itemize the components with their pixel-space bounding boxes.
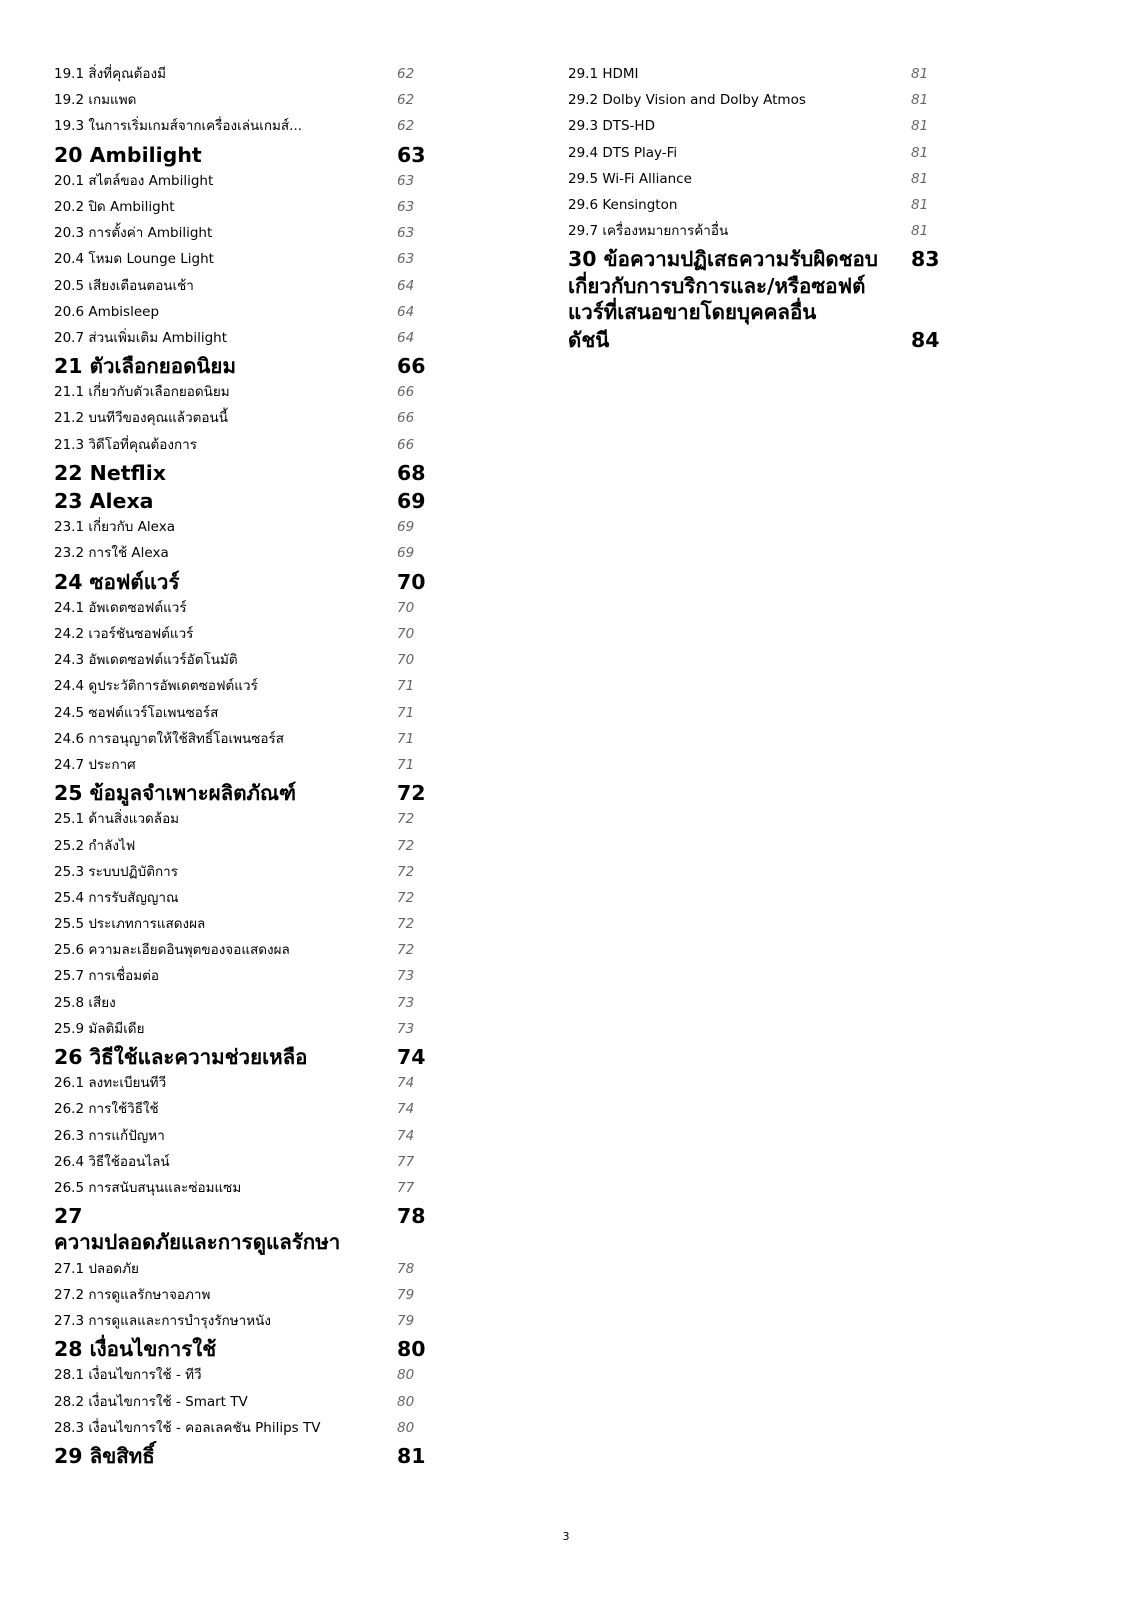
toc-entry[interactable] <box>54 1362 421 1388</box>
toc-chapter[interactable] <box>54 567 426 595</box>
toc-entry[interactable] <box>54 1149 421 1175</box>
toc-page-number: 69 <box>397 545 415 562</box>
toc-page-number: 81 <box>911 223 929 240</box>
toc-entry[interactable] <box>54 911 421 937</box>
toc-entry[interactable] <box>54 61 421 87</box>
toc-entry-label: 20 Ambilight <box>54 142 202 167</box>
toc-page-number: 71 <box>397 678 415 695</box>
toc-entry-label: 21.1 เกี่ยวกับตัวเลือกยอดนิยม <box>54 384 230 401</box>
toc-right-column <box>568 61 940 353</box>
toc-page-number: 66 <box>397 354 426 379</box>
toc-entry-label: 27.3 การดูแลและการบำรุงรักษาหนัง <box>54 1312 271 1329</box>
toc-page-number: 74 <box>397 1127 415 1144</box>
toc-entry[interactable] <box>54 405 421 431</box>
toc-entry[interactable] <box>54 220 421 246</box>
toc-entry-label: 24.5 ซอฟต์แวร์โอเพนซอร์ส <box>54 704 219 721</box>
toc-entry[interactable] <box>54 833 421 859</box>
toc-page-number: 79 <box>397 1286 415 1303</box>
toc-chapter[interactable] <box>54 1334 426 1362</box>
toc-entry-label: 24.3 อัพเดตซอฟต์แวร์อัตโนมัติ <box>54 652 238 669</box>
toc-entry[interactable] <box>54 1123 421 1149</box>
toc-entry-label: 29 ลิขสิทธิ์ <box>54 1443 155 1468</box>
toc-entry[interactable] <box>54 1389 421 1415</box>
toc-entry[interactable] <box>54 514 421 540</box>
toc-page-number: 80 <box>397 1419 415 1436</box>
toc-page-number: 64 <box>397 329 415 346</box>
toc-entry[interactable] <box>54 752 421 778</box>
toc-entry-label: 27.2 การดูแลรักษาจอภาพ <box>54 1286 211 1303</box>
toc-page-number: 81 <box>911 144 929 161</box>
toc-entry-label: 25.3 ระบบปฏิบัติการ <box>54 863 178 880</box>
toc-entry-label: 26.3 การแก้ปัญหา <box>54 1127 165 1144</box>
toc-entry-label: 25.7 การเชื่อมต่อ <box>54 968 160 985</box>
toc-page-number: 71 <box>397 756 415 773</box>
toc-entry-label: 25.2 กำลังไฟ <box>54 837 136 854</box>
toc-page-number: 72 <box>397 916 415 933</box>
toc-entry-label: 19.2 เกมแพด <box>54 92 137 109</box>
toc-entry-label: 27 ความปลอดภัยและการดูแลรักษา <box>54 1204 341 1255</box>
toc-page-number: 69 <box>397 489 426 514</box>
toc-chapter[interactable] <box>54 1042 426 1070</box>
toc-page-number: 70 <box>397 599 415 616</box>
toc-entry-label: 28.3 เงื่อนไขการใช้ - คอลเลคชัน Philips TV <box>54 1419 321 1436</box>
toc-entry[interactable] <box>568 61 935 87</box>
toc-page-number: 72 <box>397 942 415 959</box>
toc-entry[interactable] <box>54 937 421 963</box>
toc-entry[interactable] <box>54 168 421 194</box>
toc-page-number: 74 <box>397 1101 415 1118</box>
toc-page-number: 72 <box>397 863 415 880</box>
toc-page-number: 79 <box>397 1312 415 1329</box>
toc-page-number: 83 <box>911 247 940 272</box>
toc-page-number: 74 <box>397 1045 426 1070</box>
toc-page-number: 62 <box>397 66 415 82</box>
toc-entry-label: 20.5 เสียงเตือนตอนเช้า <box>54 277 194 294</box>
toc-entry-label: 24 ซอฟต์แวร์ <box>54 569 180 594</box>
toc-page-number: 81 <box>397 1443 426 1468</box>
toc-chapter[interactable] <box>54 458 426 486</box>
toc-entry-label: 28 เงื่อนไขการใช้ <box>54 1337 217 1362</box>
toc-entry-label: 29.5 Wi-Fi Alliance <box>568 170 692 187</box>
toc-entry[interactable] <box>568 218 935 244</box>
toc-page-number: 63 <box>397 251 415 268</box>
toc-page-number: 72 <box>397 837 415 854</box>
toc-entry-label: 19.3 ในการเริ่มเกมส์จากเครื่องเล่นเกมส์... <box>54 118 303 135</box>
toc-page-number: 78 <box>397 1204 426 1229</box>
toc-entry-label: 29.6 Kensington <box>568 196 678 213</box>
toc-page-number: 71 <box>397 704 415 721</box>
toc-page-number: 66 <box>397 384 415 401</box>
toc-chapter[interactable] <box>54 778 426 806</box>
toc-chapter[interactable] <box>568 244 940 325</box>
toc-entry[interactable] <box>54 806 421 832</box>
toc-entry-label: 29.3 DTS-HD <box>568 118 655 135</box>
toc-entry[interactable] <box>54 1282 421 1308</box>
toc-page-number: 70 <box>397 569 426 594</box>
toc-entry[interactable] <box>54 194 421 220</box>
toc-entry-label: 19.1 สิ่งที่คุณต้องมี <box>54 66 167 82</box>
toc-page-number: 81 <box>911 66 929 82</box>
toc-entry-label: 26 วิธีใช้และความช่วยเหลือ <box>54 1045 308 1070</box>
toc-entry[interactable] <box>54 673 421 699</box>
toc-entry-label: 28.1 เงื่อนไขการใช้ - ทีวี <box>54 1367 202 1384</box>
toc-entry[interactable] <box>54 1256 421 1282</box>
toc-page-number: 63 <box>397 225 415 242</box>
toc-entry[interactable] <box>54 432 421 458</box>
toc-entry-label: 25.5 ประเภทการแสดงผล <box>54 916 206 933</box>
toc-entry[interactable] <box>54 325 421 351</box>
toc-page-number: 84 <box>911 327 940 352</box>
toc-entry-label: 23.2 การใช้ Alexa <box>54 545 169 562</box>
toc-entry-label: 20.3 การตั้งค่า Ambilight <box>54 225 213 242</box>
toc-chapter[interactable] <box>54 1201 426 1255</box>
toc-entry-label: 20.7 ส่วนเพิ่มเติม Ambilight <box>54 329 228 346</box>
toc-page-number: 73 <box>397 968 415 985</box>
toc-left-column <box>54 61 426 1469</box>
toc-entry-label: 29.7 เครื่องหมายการค้าอื่น <box>568 223 729 240</box>
toc-entry[interactable] <box>54 990 421 1016</box>
toc-entry-label: 23 Alexa <box>54 489 154 514</box>
toc-chapter[interactable] <box>54 486 426 514</box>
toc-page-number: 66 <box>397 436 415 453</box>
toc-entry[interactable] <box>568 87 935 113</box>
toc-page-number: 63 <box>397 172 415 189</box>
toc-page-number: 72 <box>397 781 426 806</box>
toc-entry[interactable] <box>54 885 421 911</box>
toc-entry-label: 24.6 การอนุญาตให้ใช้สิทธิ์โอเพนซอร์ส <box>54 730 285 747</box>
toc-page-number: 80 <box>397 1367 415 1384</box>
toc-page-number: 78 <box>397 1260 415 1277</box>
toc-entry-label: 26.4 วิธีใช้ออนไลน์ <box>54 1153 170 1170</box>
toc-entry[interactable] <box>54 963 421 989</box>
toc-entry-label: 24.1 อัพเดตซอฟต์แวร์ <box>54 599 187 616</box>
toc-entry-label: 26.1 ลงทะเบียนทีวี <box>54 1075 167 1092</box>
toc-entry-label: 21.3 วิดีโอที่คุณต้องการ <box>54 436 197 453</box>
toc-page-number: 63 <box>397 142 426 167</box>
toc-entry[interactable] <box>54 273 421 299</box>
toc-page-number: 62 <box>397 118 415 135</box>
toc-chapter[interactable] <box>54 1441 426 1469</box>
toc-entry-label: 28.2 เงื่อนไขการใช้ - Smart TV <box>54 1393 248 1410</box>
toc-entry[interactable] <box>54 379 421 405</box>
toc-entry-label: 20.6 Ambisleep <box>54 303 160 320</box>
toc-entry-label: 25 ข้อมูลจำเพาะผลิตภัณฑ์ <box>54 781 297 806</box>
toc-page-number: 73 <box>397 1020 415 1037</box>
toc-page-number: 70 <box>397 626 415 643</box>
toc-page-number: 72 <box>397 889 415 906</box>
toc-entry-label: 25.4 การรับสัญญาณ <box>54 889 179 906</box>
toc-entry[interactable] <box>54 299 421 325</box>
toc-entry-label: 25.8 เสียง <box>54 994 116 1011</box>
toc-entry-label: 26.2 การใช้วิธีใช้ <box>54 1101 159 1118</box>
toc-page-number: 77 <box>397 1179 415 1196</box>
toc-page-number: 81 <box>911 170 929 187</box>
toc-entry-label: 26.5 การสนับสนุนและซ่อมแซม <box>54 1179 242 1196</box>
toc-page-number: 66 <box>397 410 415 427</box>
toc-entry[interactable] <box>54 246 421 272</box>
toc-entry[interactable] <box>568 113 935 139</box>
toc-page-number: 73 <box>397 994 415 1011</box>
toc-entry[interactable] <box>54 700 421 726</box>
toc-entry-label: 29.1 HDMI <box>568 66 639 82</box>
toc-page-number: 80 <box>397 1337 426 1362</box>
toc-entry-label: 29.4 DTS Play-Fi <box>568 144 678 161</box>
toc-chapter[interactable] <box>54 351 426 379</box>
toc-entry[interactable] <box>54 87 421 113</box>
toc-page-number: 80 <box>397 1393 415 1410</box>
toc-entry-label: 27.1 ปลอดภัย <box>54 1260 139 1277</box>
toc-page-number: 68 <box>397 460 426 485</box>
toc-entry-label: 20.1 สไตล์ของ Ambilight <box>54 172 214 189</box>
toc-entry[interactable] <box>54 1096 421 1122</box>
toc-entry[interactable] <box>54 647 421 673</box>
toc-entry[interactable] <box>54 726 421 752</box>
toc-entry-label: 24.4 ดูประวัติการอัพเดตซอฟต์แวร์ <box>54 678 258 695</box>
toc-entry[interactable] <box>54 113 421 139</box>
toc-entry-label: ดัชนี <box>568 327 610 352</box>
toc-page-number: 74 <box>397 1075 415 1092</box>
toc-entry[interactable] <box>54 859 421 885</box>
toc-entry-label: 22 Netflix <box>54 460 166 485</box>
toc-page-number: 81 <box>911 196 929 213</box>
toc-page-number: 81 <box>911 92 929 109</box>
toc-entry[interactable] <box>54 1415 421 1441</box>
toc-entry-label: 20.4 โหมด Lounge Light <box>54 251 214 268</box>
toc-page-number: 69 <box>397 519 415 536</box>
toc-entry-label: 24.7 ประกาศ <box>54 756 136 773</box>
toc-page-number: 70 <box>397 652 415 669</box>
toc-page-number: 72 <box>397 811 415 828</box>
toc-entry[interactable] <box>568 192 935 218</box>
toc-entry-label: 23.1 เกี่ยวกับ Alexa <box>54 519 175 536</box>
toc-entry[interactable] <box>54 621 421 647</box>
toc-entry[interactable] <box>54 595 421 621</box>
toc-page-number: 64 <box>397 277 415 294</box>
toc-entry-label: 25.1 ด้านสิ่งแวดล้อม <box>54 811 180 828</box>
toc-entry-label: 25.6 ความละเอียดอินพุตของจอแสดงผล <box>54 942 290 959</box>
toc-entry-label: 20.2 ปิด Ambilight <box>54 198 175 215</box>
toc-entry-label: 21 ตัวเลือกยอดนิยม <box>54 354 236 379</box>
toc-entry-label: 21.2 บนทีวีของคุณแล้วตอนนี้ <box>54 410 228 427</box>
toc-page-number: 63 <box>397 198 415 215</box>
toc-page-number: 62 <box>397 92 415 109</box>
toc-page-number: 71 <box>397 730 415 747</box>
toc-page-number: 81 <box>911 118 929 135</box>
toc-entry[interactable] <box>54 540 421 566</box>
toc-page-number: 64 <box>397 303 415 320</box>
toc-chapter[interactable] <box>54 140 426 168</box>
toc-entry[interactable] <box>54 1070 421 1096</box>
toc-entry[interactable] <box>54 1308 421 1334</box>
toc-entry[interactable] <box>54 1016 421 1042</box>
toc-entry-label: 30 ข้อความปฏิเสธความรับผิดชอบ เกี่ยวกับการบริการและ/หรือซอฟต์ แวร์ที่เสนอขายโดยบุคคลอื่น <box>568 247 878 324</box>
page-number: 3 <box>562 1530 570 1543</box>
toc-entry-label: 24.2 เวอร์ชันซอฟต์แวร์ <box>54 626 194 643</box>
toc-entry-label: 25.9 มัลติมีเดีย <box>54 1020 145 1037</box>
toc-entry[interactable] <box>568 166 935 192</box>
toc-entry[interactable] <box>568 140 935 166</box>
toc-entry[interactable] <box>54 1175 421 1201</box>
toc-entry-label: 29.2 Dolby Vision and Dolby Atmos <box>568 92 806 109</box>
toc-page-number: 77 <box>397 1153 415 1170</box>
toc-chapter[interactable] <box>568 325 940 353</box>
